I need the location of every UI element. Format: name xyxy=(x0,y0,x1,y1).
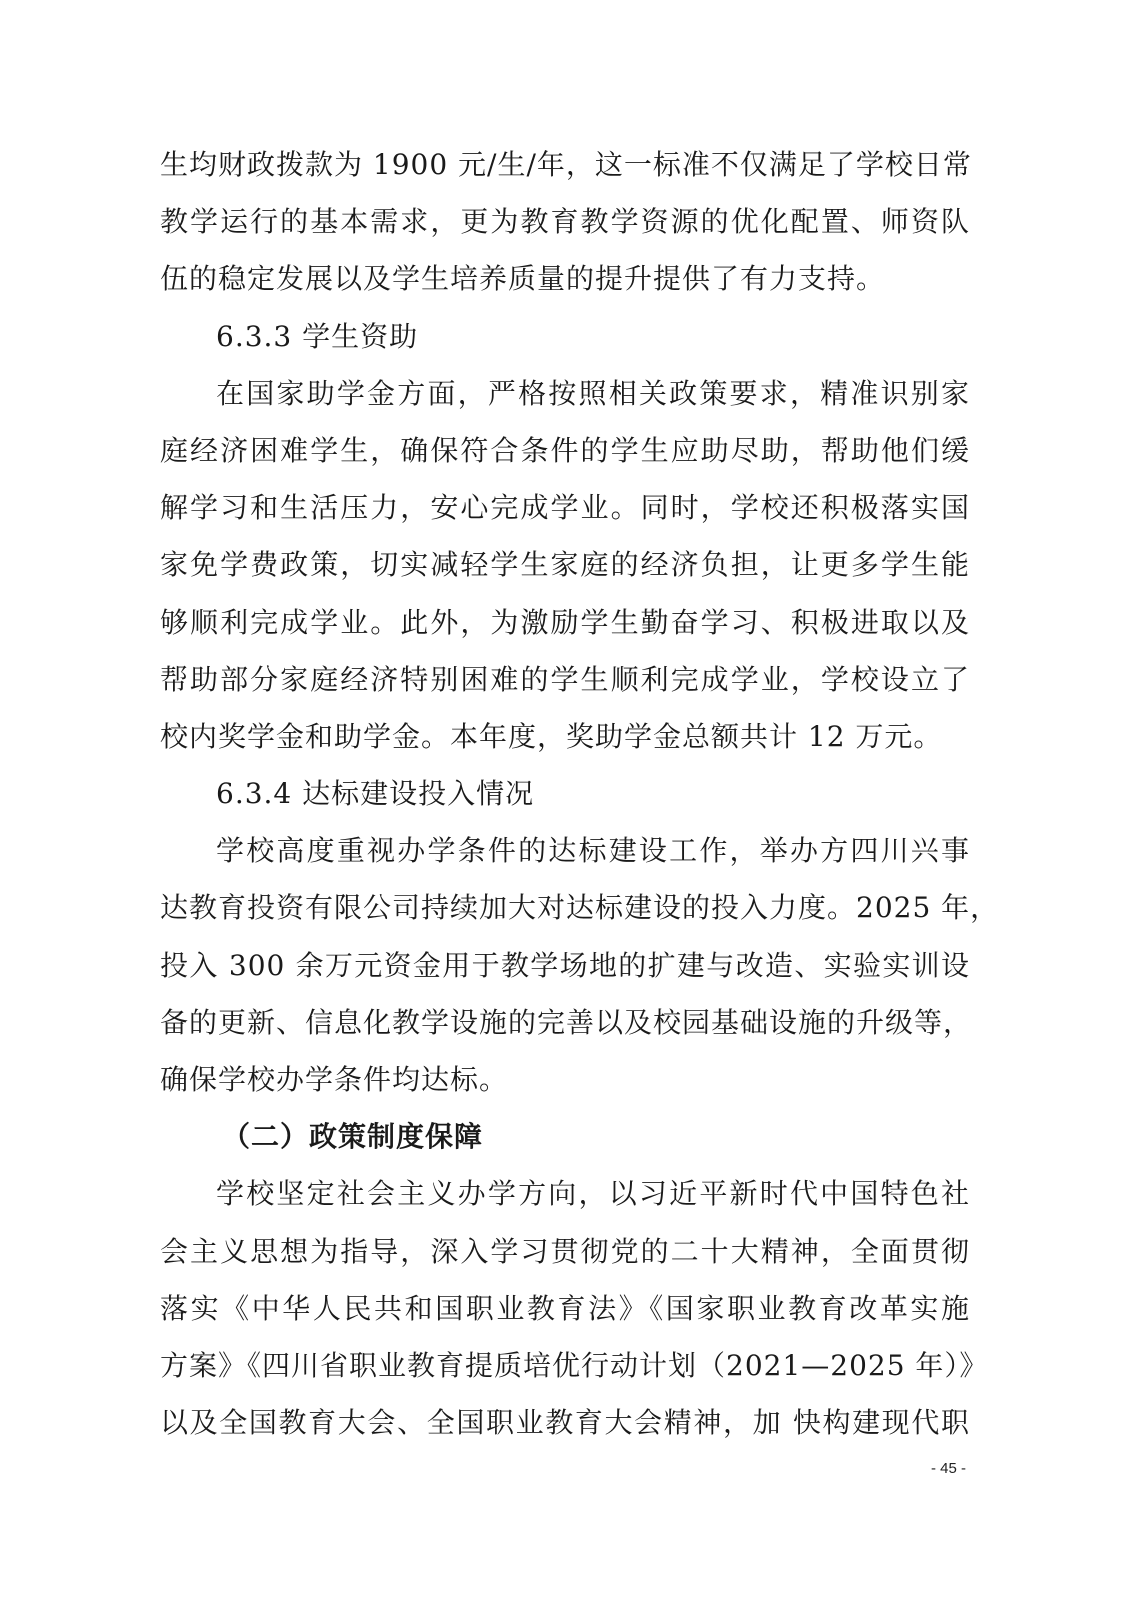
paragraph-line: 确保学校办学条件均达标。 xyxy=(160,1063,509,1096)
section-heading-policy: （二）政策制度保障 xyxy=(222,1120,484,1154)
paragraph-line: 家免学费政策，切实减轻学生家庭的经济负担，让更多学生能 xyxy=(160,548,970,582)
paragraph-line: 校内奖学金和助学金。本年度，奖助学金总额共计 12 万元。 xyxy=(160,719,943,753)
paragraph-line: 伍的稳定发展以及学生培养质量的提升提供了有力支持。 xyxy=(160,262,886,296)
paragraph-line: 帮助部分家庭经济特别困难的学生顺利完成学业，学校设立了 xyxy=(160,662,970,696)
paragraph-line: 达教育投资有限公司持续加大对达标建设的投入力度。2025 年， xyxy=(160,891,1000,925)
body-text xyxy=(160,136,1000,1451)
paragraph-line: 方案》《四川省职业教育提质培优行动计划（2021—2025 年）》 xyxy=(160,1348,989,1382)
paragraph-line: 在国家助学金方面，严格按照相关政策要求，精准识别家 xyxy=(216,376,970,410)
paragraph-line: 解学习和生活压力，安心完成学业。同时，学校还积极落实国 xyxy=(160,491,970,525)
paragraph-line: 落实《中华人民共和国职业教育法》《国家职业教育改革实施 xyxy=(160,1291,970,1325)
paragraph-line: 备的更新、信息化教学设施的完善以及校园基础设施的升级等， xyxy=(160,1005,973,1039)
paragraph-line: 庭经济困难学生，确保符合条件的学生应助尽助，帮助他们缓 xyxy=(160,433,970,467)
subsection-heading-6-3-4: 6.3.4 达标建设投入情况 xyxy=(216,777,535,811)
page-number: - 45 - xyxy=(930,1460,966,1477)
paragraph-line: 会主义思想为指导，深入学习贯彻党的二十大精神，全面贯彻 xyxy=(160,1234,970,1268)
paragraph-line: 以及全国教育大会、全国职业教育大会精神，加 快构建现代职 xyxy=(160,1406,970,1440)
paragraph-line: 够顺利完成学业。此外，为激励学生勤奋学习、积极进取以及 xyxy=(160,605,970,639)
paragraph-line: 学校坚定社会主义办学方向，以习近平新时代中国特色社 xyxy=(216,1177,970,1211)
paragraph-line: 生均财政拨款为 1900 元/生/年，这一标准不仅满足了学校日常 xyxy=(160,148,972,181)
subsection-heading-6-3-3: 6.3.3 学生资助 xyxy=(216,319,419,353)
paragraph-line: 投入 300 余万元资金用于教学场地的扩建与改造、实验实训设 xyxy=(160,948,970,982)
paragraph-line: 学校高度重视办学条件的达标建设工作，举办方四川兴事 xyxy=(216,834,970,868)
paragraph-line: 教学运行的基本需求，更为教育教学资源的优化配置、师资队 xyxy=(160,205,970,239)
